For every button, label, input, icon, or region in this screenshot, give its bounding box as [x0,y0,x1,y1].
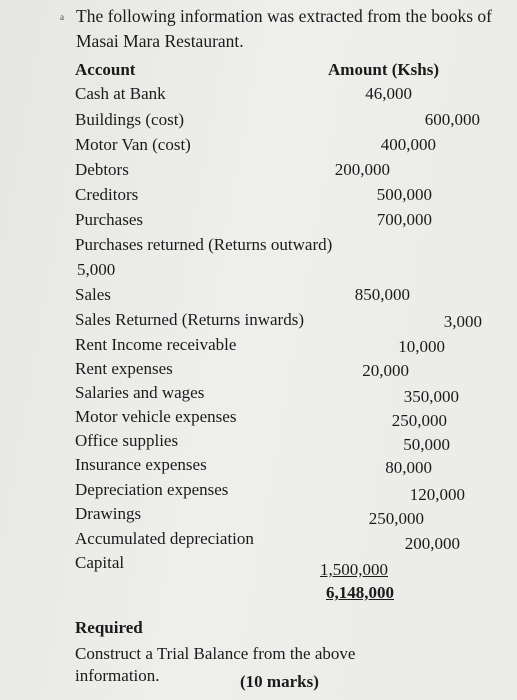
table-row-account: Rent expenses [75,359,173,378]
table-total: 6,148,000 [326,583,394,602]
table-row-account: Insurance expenses [75,455,207,474]
question-marker: a [60,12,64,22]
required-instruction-continued: information. [75,666,160,685]
table-row-account: Purchases [75,210,143,229]
required-heading: Required [75,618,143,637]
table-row-account: Buildings (cost) [75,110,185,129]
table-row-account: Office supplies [75,431,179,450]
table-row-account: Sales [75,285,111,304]
table-row-account: Debtors [75,160,129,179]
table-row-amount: 600,000 [424,110,480,129]
table-row-amount: 10,000 [398,337,445,356]
table-row-account: Sales Returned (Returns inwards) [75,310,304,329]
table-row-amount: 250,000 [368,509,424,528]
account-column-header: Account [75,60,136,79]
marks-label: (10 marks) [240,672,319,691]
table-row-account: Salaries and wages [75,383,205,402]
amount-column-header: Amount (Kshs) [328,60,439,79]
table-row-amount: 120,000 [409,485,465,504]
table-row-amount: 50,000 [403,435,450,454]
table-row-amount: 46,000 [365,84,412,103]
table-row-amount: 350,000 [403,387,459,406]
table-row-account: Rent Income receivable [75,335,237,354]
question-intro: The following information was extracted from the books of Masai Mara Restaurant. [76,6,493,51]
table-row-amount: 200,000 [404,534,460,553]
table-row-amount: 400,000 [380,135,436,154]
table-row-account: Accumulated depreciation [75,529,254,548]
table-row-amount: 700,000 [376,210,432,229]
table-row-account: Motor Van (cost) [75,135,191,154]
table-row-account: Cash at Bank [75,84,166,103]
table-row-amount: 1,500,000 [320,560,388,579]
table-row-amount: 3,000 [443,312,482,331]
table-row-amount: 250,000 [391,411,447,430]
table-row-amount: 500,000 [376,185,432,204]
table-row-amount: 20,000 [362,361,409,380]
table-row-account: Depreciation expenses [75,480,229,499]
table-row-account: Capital [75,553,125,572]
table-row-amount: 80,000 [385,458,432,477]
table-row-amount: 850,000 [354,285,410,304]
table-row-account: Purchases returned (Returns outward) [75,235,333,254]
table-row-amount: 5,000 [77,260,116,279]
table-row-amount: 200,000 [334,160,390,179]
table-row-account: Drawings [75,504,142,523]
required-instruction: Construct a Trial Balance from the above [75,644,356,663]
table-row-account: Motor vehicle expenses [75,407,237,426]
table-row-account: Creditors [75,185,139,204]
